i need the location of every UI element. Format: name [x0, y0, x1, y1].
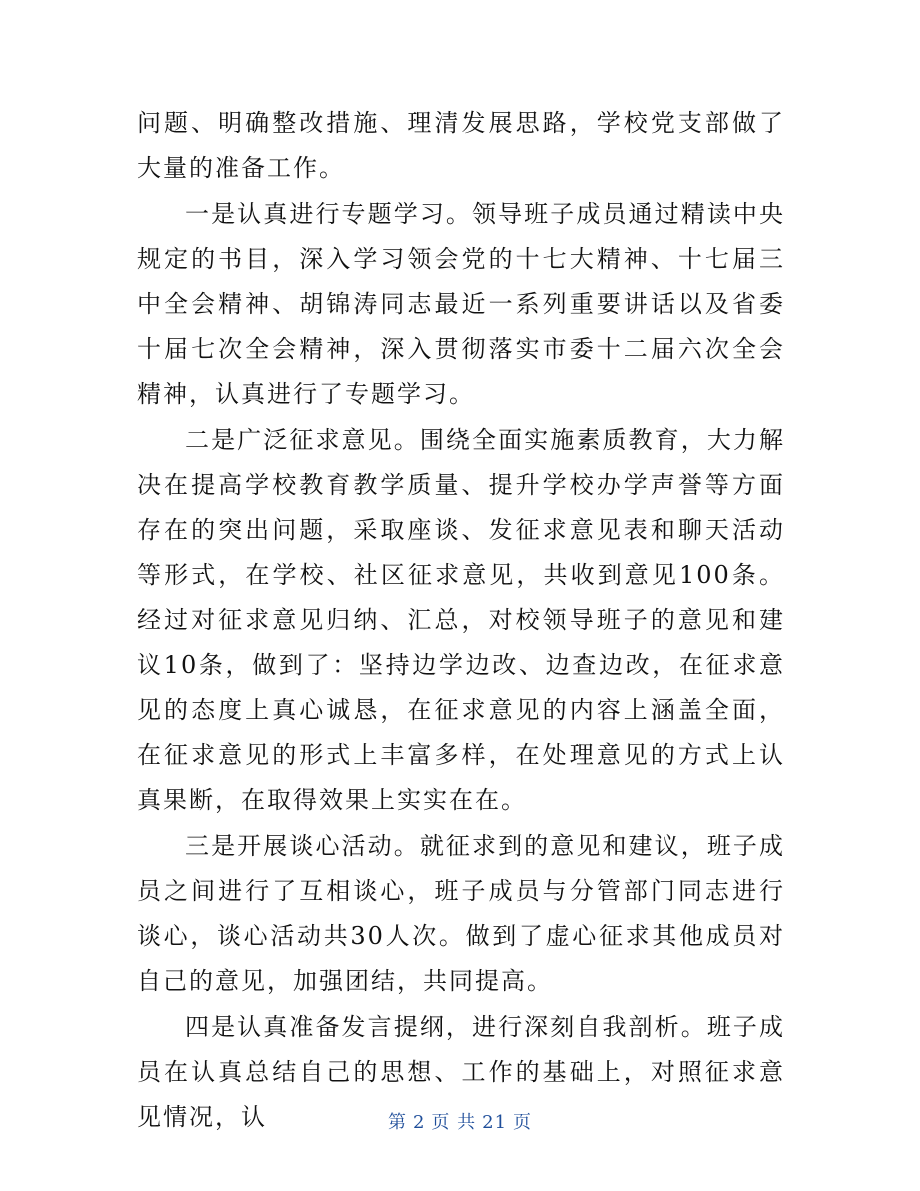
paragraph-speech-outline: 四是认真准备发言提纲，进行深刻自我剖析。班子成员在认真总结自己的思想、工作的基础上，对照征求意见情况，认: [137, 1013, 785, 1131]
page-footer: [0, 1108, 920, 1134]
page-mid: 页 共: [431, 1112, 477, 1133]
paragraph-continuation: 问题、明确整改措施、理清发展思路，学校党支部做了大量的准备工作。: [137, 109, 785, 182]
paragraph-solicit-opinions: 二是广泛征求意见。围绕全面实施素质教育，大力解决在提高学校教育教学质量、提升学校办学声誉等方面存在的突出问题，采取座谈、发征求意见表和聊天活动等形式，在学校、社区征求意见，共收到意见100条。经过对征求意见归纳、汇总，对校领导班子的意见和建议10条，做到了：坚持边学边改、边查边改，在征求意见的态度上真心诚恳，在征求意见的内容上涵盖全面，在征求意见的形式上丰富多样，在处理意见的方式上认真果断，在取得效果上实实在在。: [137, 426, 785, 814]
page-total: 21: [482, 1112, 508, 1133]
paragraph-study: 一是认真进行专题学习。领导班子成员通过精读中央规定的书目，深入学习领会党的十七大精神、十七届三中全会精神、胡锦涛同志最近一系列重要讲话以及省委十届七次全会精神，深入贯彻落实市委十二届六次全会精神，认真进行了专题学习。: [137, 200, 785, 408]
paragraph-heart-talks: 三是开展谈心活动。就征求到的意见和建议，班子成员之间进行了互相谈心，班子成员与分管部门同志进行谈心，谈心活动共30人次。做到了虚心征求其他成员对自己的意见，加强团结，共同提高。: [137, 832, 785, 995]
document-body: [137, 101, 785, 1141]
page-current: 2: [412, 1112, 426, 1133]
page-suffix: 页: [513, 1112, 533, 1133]
page-prefix: 第: [387, 1112, 407, 1133]
